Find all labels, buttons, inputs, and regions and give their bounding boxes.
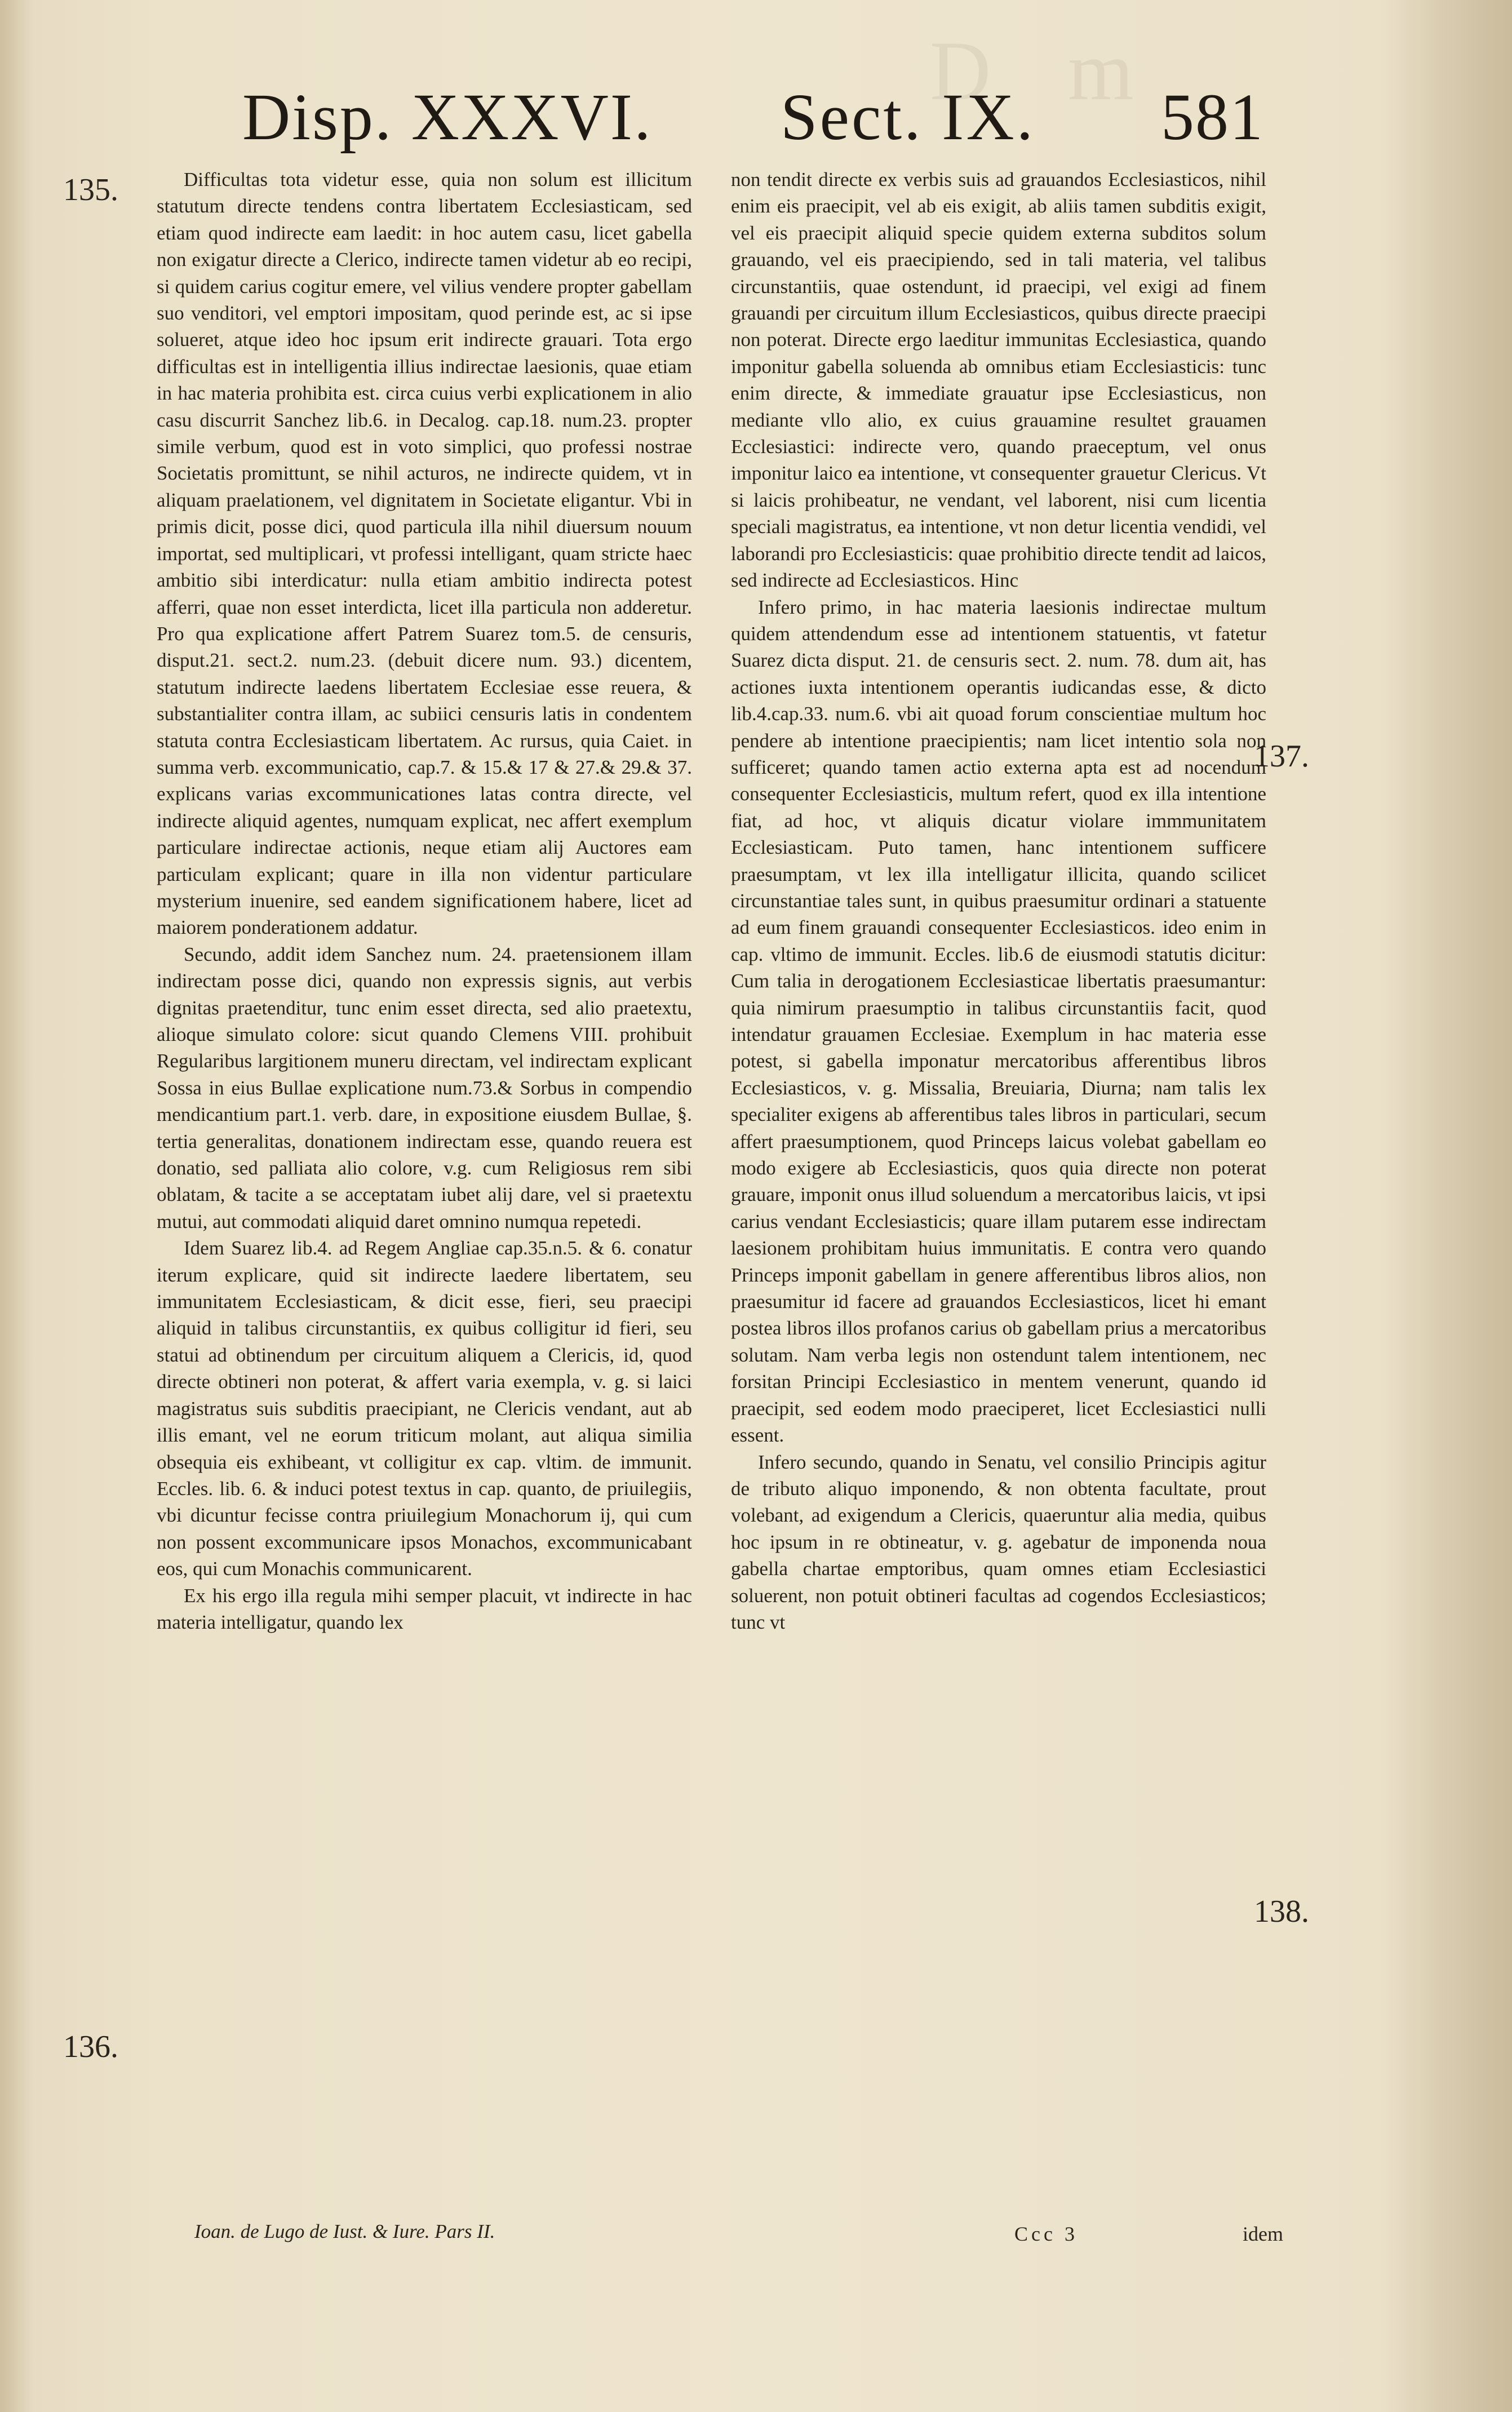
header-section: Sect. IX. xyxy=(781,80,1036,154)
paragraph: Infero primo, in hac materia laesionis indirectae multum quidem attendendum esse ad intentionem statuentis, vt fatetur Suarez dicta disput. 21. de censuris sect. 2. num. 78. dum ait, has actiones iuxta intentionem operantis iudicandas esse, & dicto lib.4.cap.33. num.6. vbi ait quoad forum conscientiae multum hoc pendere ab intentione praecipientis; nam licet intentio sola non sufficeret; quando tamen actio externa apta est ad nocendum consequenter Ecclesiasticis, multum refert, quod ex illa intentione fiat, ad hoc, vt aliquis dicatur violare immmunitatem Ecclesiasticam. Puto tamen, hanc intentionem sufficere praesumptam, vt lex illa intelligatur illicita, quando scilicet circunstantiae tales sunt, in quibus praesumitur ordinari a statuente ad eum finem grauandi consequenter Ecclesiasticos. ideo enim in cap. vltimo de immunit. Eccles. lib.6 de eiusmodi statutis dicitur: Cum talia in derogationem Ecclesiasticae libertatis praesumantur: quia nimirum praesumptio in talibus circunstantiis facit, quod intendatur grauamen Ecclesiae. Exemplum in hac materia esse potest, si gabella imponatur mercatoribus afferentibus libros Ecclesiasticos, v. g. Missalia, Breuiaria, Diurna; nam talis lex specialiter exigens ab afferentibus tales libros in particulari, secum affert praesumptionem, quod Princeps laicus volebat gabellam eo modo exigere ab Ecclesiasticis, quos quia directe non poterat grauare, imponit onus illud soluendum a mercatoribus laicis, vt ipsi carius vendant Ecclesiasticis; quare illam putarem esse indirectam laesionem prohibitam huius immunitatis. E contra vero quando Princeps imponit gabellam in genere afferentibus libros alios, non praesumitur id facere ad grauandos Ecclesiasticos, licet hi emant postea libros illos profanos carius ob gabellam prius a mercatoribus solutam. Nam verba legis non ostendunt talem intentionem, nec forsitan Principi Ecclesiastico in mentem venerunt, quando id praecipit, sed eodem modo praeciperet, licet Ecclesiastici nulli essent. xyxy=(731,596,1266,1447)
paragraph: Idem Suarez lib.4. ad Regem Angliae cap.35.n.5. & 6. conatur iterum explicare, quid sit indirecte laedere libertatem, seu immunitatem Ecclesiasticam, & dicit esse, fieri, seu praecipi aliquid in talibus circunstantiis, ex quibus colligitur id fieri, seu statui ad obtinendum per circuitum aliquem a Clericis, id, quod directe obtineri non poterat, & affert varia exempla, v. g. si laici magistratus suis subditis praecipiant, ne Clericis vendant, aut ab illis emant, vel ne eorum triticum molant, aut aliqua similia obsequia eis exhibeant, vt colligitur ex cap. vltim. de immunit. Eccles. lib. 6. & induci potest textus in cap. quanto, de priuilegiis, vbi dicuntur fecisse contra priuilegium Monachorum ij, qui cum non possent excommunicare ipsos Monachos, excommunicabant eos, qui cum Monachis communicarent. xyxy=(157,1237,692,1580)
paragraph: Difficultas tota videtur esse, quia non solum est illicitum statutum directe tendens contra libertatem Ecclesiasticam, sed etiam quod indirecte eam laedit: in hoc autem casu, licet gabella non exigatur directe a Clerico, indirecte tamen videtur ab eo recipi, si quidem carius cogitur emere, vel vilius vendere propter gabellam suo venditori, vel emptori impositam, quod perinde est, ac si ipse solueret, atque ideo hoc ipsum erit indirecte grauari. Tota ergo difficultas est in intelligentia illius indirectae laesionis, quae etiam in hac materia prohibita est. circa cuius verbi explicationem in alio casu discurrit Sanchez lib.6. in Decalog. cap.18. num.23. propter simile verbum, quod est in voto simplici, quo professi nostrae Societatis promittunt, se nihil acturos, ne indirecte quidem, vt in aliquam praelationem, vel dignitatem in Societate eligantur. Vbi in primis dicit, posse dici, quod particula illa nihil diuersum nouum importat, sed multiplicari, vt professi intelligant, quam stricte haec ambitio sibi interdicatur: nulla etiam ambitio indirecta potest afferri, quae non esset interdicta, licet illa particula non adderetur. Pro qua explicatione affert Patrem Suarez tom.5. de censuris, disput.21. sect.2. num.23. (debuit dicere num. 93.) dicentem, statutum indirecte laedens libertatem Ecclesiae esse reuera, & substantialiter contra illam, ac subiici censuris latis in condentem statuta contra Ecclesiasticam libertatem. Ac rursus, quia Caiet. in summa verb. excommunicatio, cap.7. & 15.& 17 & 27.& 29.& 37. explicans varias excommunicationes latas contra directe, vel indirecte aliquid agentes, numquam explicat, nec affert exemplum particulare indirectae actionis, neque etiam alij Auctores eam particulam explicant; quare in illa non videntur particulare mysterium inuenire, sed eandem significationem habere, licet ad maiorem ponderationem addatur. xyxy=(157,169,692,939)
paragraph: Infero secundo, quando in Senatu, vel consilio Principis agitur de tributo aliquo imponendo, & non obtenta facultate, prout volebant, ad exigendum a Clericis, quaeruntur alia media, quibus hoc ipsum in re obtineatur, v. g. agebatur de imponenda noua gabella chartae emptoribus, quam omnes etiam Ecclesiastici soluerent, non potuit obtineri facultas ad cogendos Ecclesiasticos; tunc vt xyxy=(731,1451,1266,1633)
footer-running-title: Ioan. de Lugo de Iust. & Iure. Pars II. xyxy=(194,2220,495,2242)
signature-mark: Ccc 3 xyxy=(1014,2223,1078,2245)
running-header xyxy=(0,79,1512,163)
paragraph: Secundo, addit idem Sanchez num. 24. praetensionem illam indirectam posse dici, quando non expressis signis, aut verbis dignitas praetenditur, tunc enim esset directa, sed alio praetextu, alioque simulato colore: sicut quando Clemens VIII. prohibuit Regularibus largitionem muneru directam, vel indirectam explicant Sossa in eius Bullae explicatione num.73.& Sorbus in compendio mendicantium part.1. verb. dare, in expositione eiusdem Bullae, §. tertia generalitas, donationem indirectam esse, quando reuera est donatio, sed palliata alio colore, v.g. cum Religiosus rem sibi oblatam, & tacite a se acceptatam iubet alij dare, vel si praetextu mutui, aut commodati aliquid daret omnino numqua repetedi. xyxy=(157,943,692,1232)
margin-number-137: 137. xyxy=(1254,739,1309,774)
left-column xyxy=(157,166,692,1635)
right-column xyxy=(731,166,1266,1635)
bleed-through-text: D m xyxy=(930,24,1137,118)
header-disputation: Disp. XXXVI. xyxy=(242,80,653,154)
margin-number-136: 136. xyxy=(63,2029,118,2064)
paragraph: Ex his ergo illa regula mihi semper placuit, vt indirecte in hac materia intelligatur, quando lex xyxy=(157,1584,692,1633)
paragraph: non tendit directe ex verbis suis ad grauandos Ecclesiasticos, nihil enim eis praecipit, vel ab eis exigit, ab aliis tamen subditis exigit, vel eis praecipit aliquid specie quidem externa subditos solum grauando, vel eis praecipiendo, sed in tali materia, vel talibus circunstantiis, quae ostendunt, id praecipi, vel exigi ad finem grauandi per circuitum illum Ecclesiasticos, quibus directe praecipi non poterat. Directe ergo laeditur immunitas Ecclesiastica, quando imponitur gabella soluenda ab omnibus etiam Ecclesiasticis: tunc enim directe, & immediate grauatur ipse Ecclesiasticus, non mediante vllo alio, ex cuius grauamine resultet grauamen Ecclesiastici: indirecte vero, quando praeceptum, vel onus imponitur laico ea intentione, vt consequenter grauetur Clericus. Vt si laicis prohibeatur, ne vendant, vel laborent, nisi cum licentia speciali magistratus, ea intentione, vt non detur licentia vendidi, vel laborandi pro Ecclesiasticis: quae prohibitio directe tendit ad laicos, sed indirecte ad Ecclesiasticos. Hinc xyxy=(731,169,1266,592)
page-number: 581 xyxy=(1161,80,1264,154)
catchword: idem xyxy=(1243,2223,1283,2245)
margin-number-138: 138. xyxy=(1254,1894,1309,1929)
margin-number-135: 135. xyxy=(63,172,118,207)
